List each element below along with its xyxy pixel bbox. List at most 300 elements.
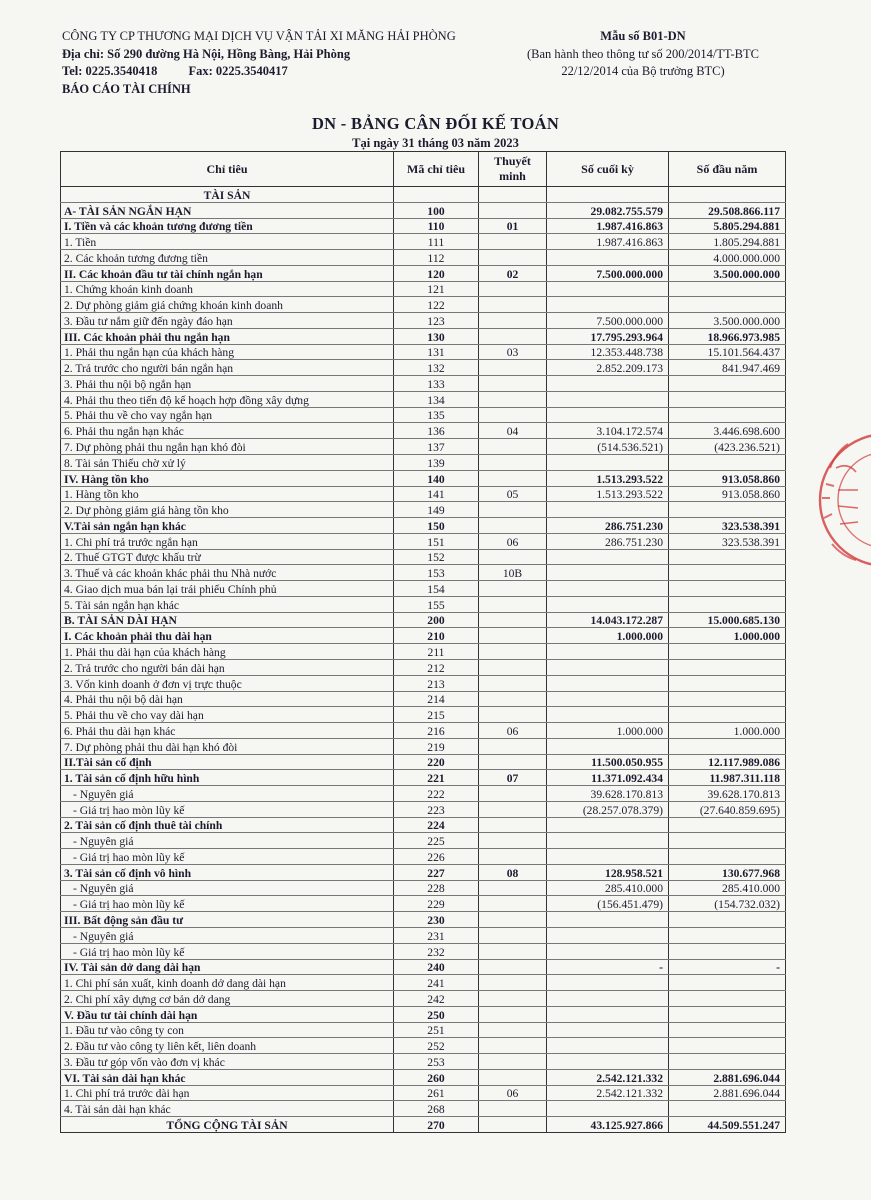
- row-name: 4. Tài sản dài hạn khác: [61, 1101, 394, 1117]
- row-end-balance: [547, 644, 669, 660]
- row-note: [479, 439, 547, 455]
- row-code: 220: [394, 754, 479, 770]
- row-end-balance: [547, 502, 669, 518]
- table-row: [61, 455, 786, 471]
- row-note: [479, 659, 547, 675]
- row-begin-balance: 323.538.391: [669, 518, 786, 534]
- table-row: [61, 502, 786, 518]
- table-row: [61, 1022, 786, 1038]
- row-code: 111: [394, 234, 479, 250]
- row-begin-balance: 2.881.696.044: [669, 1085, 786, 1101]
- row-end-balance: [547, 738, 669, 754]
- row-name: 4. Phải thu nội bộ dài hạn: [61, 691, 394, 707]
- row-code: 270: [394, 1117, 479, 1133]
- row-name: - Nguyên giá: [61, 786, 394, 802]
- row-note: [479, 1117, 547, 1133]
- row-end-balance: [547, 927, 669, 943]
- row-note: [479, 234, 547, 250]
- row-note: [479, 313, 547, 329]
- row-begin-balance: 1.000.000: [669, 723, 786, 739]
- row-code: 140: [394, 470, 479, 486]
- row-name: 6. Phải thu ngắn hạn khác: [61, 423, 394, 439]
- row-note: 05: [479, 486, 547, 502]
- row-note: [479, 1038, 547, 1054]
- row-note: [479, 360, 547, 376]
- row-begin-balance: 15.000.685.130: [669, 612, 786, 628]
- row-code: 120: [394, 265, 479, 281]
- row-name: 2. Các khoản tương đương tiền: [61, 250, 394, 266]
- table-row: [61, 880, 786, 896]
- row-begin-balance: 913.058.860: [669, 486, 786, 502]
- table-row: [61, 376, 786, 392]
- row-name: 1. Chứng khoán kinh doanh: [61, 281, 394, 297]
- table-row: [61, 1085, 786, 1101]
- table-row: [61, 833, 786, 849]
- company-tel: Tel: 0225.3540418: [62, 64, 158, 78]
- company-seal: [808, 428, 871, 578]
- row-note: 06: [479, 723, 547, 739]
- table-row: [61, 959, 786, 975]
- table-row: [61, 723, 786, 739]
- row-code: 152: [394, 549, 479, 565]
- row-name: 1. Phải thu dài hạn của khách hàng: [61, 644, 394, 660]
- row-end-balance: [547, 581, 669, 597]
- row-note: [479, 991, 547, 1007]
- row-name: 2. Trả trước cho người bán ngắn hạn: [61, 360, 394, 376]
- row-name: III. Các khoản phải thu ngắn hạn: [61, 328, 394, 344]
- row-name: 1. Tiền: [61, 234, 394, 250]
- table-row: [61, 439, 786, 455]
- table-row: [61, 470, 786, 486]
- row-name: 2. Chi phí xây dựng cơ bản dở dang: [61, 991, 394, 1007]
- row-note: [479, 391, 547, 407]
- row-end-balance: (28.257.078.379): [547, 801, 669, 817]
- table-row: [61, 754, 786, 770]
- row-name: V. Đầu tư tài chính dài hạn: [61, 1006, 394, 1022]
- table-row: [61, 344, 786, 360]
- table-row: [61, 518, 786, 534]
- row-note: [479, 896, 547, 912]
- table-row: [61, 864, 786, 880]
- row-name: I. Các khoản phải thu dài hạn: [61, 628, 394, 644]
- table-row: [61, 407, 786, 423]
- row-name: TỔNG CỘNG TÀI SẢN: [61, 1117, 394, 1133]
- row-note: 08: [479, 864, 547, 880]
- row-end-balance: [547, 991, 669, 1007]
- row-begin-balance: [669, 991, 786, 1007]
- row-code: 131: [394, 344, 479, 360]
- row-begin-balance: 2.881.696.044: [669, 1069, 786, 1085]
- row-note: 01: [479, 218, 547, 234]
- col-header-note-line2: minh: [499, 169, 526, 183]
- company-header: [62, 28, 456, 98]
- row-code: 224: [394, 817, 479, 833]
- row-end-balance: 286.751.230: [547, 518, 669, 534]
- row-begin-balance: 12.117.989.086: [669, 754, 786, 770]
- table-row: [61, 281, 786, 297]
- row-code: 200: [394, 612, 479, 628]
- table-row: [61, 943, 786, 959]
- row-end-balance: [547, 833, 669, 849]
- row-name: 4. Giao dịch mua bán lại trái phiếu Chính phủ: [61, 581, 394, 597]
- row-name: IV. Tài sản dở dang dài hạn: [61, 959, 394, 975]
- row-end-balance: [547, 596, 669, 612]
- row-code: 240: [394, 959, 479, 975]
- table-row: [61, 1069, 786, 1085]
- row-code: 122: [394, 297, 479, 313]
- row-note: [479, 738, 547, 754]
- row-end-balance: [547, 659, 669, 675]
- row-note: [479, 502, 547, 518]
- row-name: 3. Thuế và các khoản khác phải thu Nhà nước: [61, 565, 394, 581]
- row-name: TÀI SẢN: [61, 187, 394, 203]
- row-name: B. TÀI SẢN DÀI HẠN: [61, 612, 394, 628]
- row-code: 149: [394, 502, 479, 518]
- row-name: I. Tiền và các khoản tương đương tiền: [61, 218, 394, 234]
- row-code: 154: [394, 581, 479, 597]
- row-code: 216: [394, 723, 479, 739]
- row-note: [479, 943, 547, 959]
- row-begin-balance: 44.509.551.247: [669, 1117, 786, 1133]
- table-row: [61, 360, 786, 376]
- row-code: 137: [394, 439, 479, 455]
- row-end-balance: 128.958.521: [547, 864, 669, 880]
- row-code: 232: [394, 943, 479, 959]
- row-end-balance: [547, 391, 669, 407]
- col-header-note: [479, 152, 547, 187]
- row-code: 250: [394, 1006, 479, 1022]
- row-code: 150: [394, 518, 479, 534]
- row-code: 213: [394, 675, 479, 691]
- row-note: [479, 786, 547, 802]
- table-row: [61, 250, 786, 266]
- table-row: [61, 896, 786, 912]
- row-begin-balance: [669, 675, 786, 691]
- row-code: 222: [394, 786, 479, 802]
- row-note: [479, 1022, 547, 1038]
- row-begin-balance: [669, 297, 786, 313]
- row-note: [479, 596, 547, 612]
- row-note: [479, 407, 547, 423]
- row-code: 132: [394, 360, 479, 376]
- row-code: 241: [394, 975, 479, 991]
- row-note: 06: [479, 1085, 547, 1101]
- row-end-balance: 285.410.000: [547, 880, 669, 896]
- table-row: [61, 659, 786, 675]
- table-row: [61, 849, 786, 865]
- row-note: [479, 833, 547, 849]
- row-begin-balance: [669, 912, 786, 928]
- row-end-balance: 1.987.416.863: [547, 218, 669, 234]
- row-end-balance: [547, 817, 669, 833]
- col-header-end: Số cuối kỳ: [547, 152, 669, 187]
- row-begin-balance: 11.987.311.118: [669, 770, 786, 786]
- row-end-balance: [547, 281, 669, 297]
- row-begin-balance: [669, 644, 786, 660]
- row-begin-balance: [669, 975, 786, 991]
- row-code: 153: [394, 565, 479, 581]
- table-row: [61, 549, 786, 565]
- table-row: [61, 596, 786, 612]
- row-begin-balance: [669, 943, 786, 959]
- row-end-balance: 11.371.092.434: [547, 770, 669, 786]
- row-name: IV. Hàng tồn kho: [61, 470, 394, 486]
- row-name: 8. Tài sản Thiếu chờ xử lý: [61, 455, 394, 471]
- row-name: - Nguyên giá: [61, 927, 394, 943]
- row-begin-balance: [669, 927, 786, 943]
- form-regulation-line2: 22/12/2014 của Bộ trưởng BTC): [561, 64, 725, 78]
- row-begin-balance: [669, 691, 786, 707]
- row-end-balance: 1.513.293.522: [547, 470, 669, 486]
- row-code: 221: [394, 770, 479, 786]
- table-row: [61, 707, 786, 723]
- row-code: 226: [394, 849, 479, 865]
- table-row: [61, 565, 786, 581]
- row-name: 2. Dự phòng giảm giá chứng khoán kinh doanh: [61, 297, 394, 313]
- row-code: 261: [394, 1085, 479, 1101]
- row-code: 230: [394, 912, 479, 928]
- row-code: 123: [394, 313, 479, 329]
- row-note: 10B: [479, 565, 547, 581]
- table-row: [61, 202, 786, 218]
- row-begin-balance: [669, 187, 786, 203]
- table-row: [61, 738, 786, 754]
- row-code: 231: [394, 927, 479, 943]
- row-begin-balance: [669, 376, 786, 392]
- table-row: [61, 391, 786, 407]
- row-begin-balance: [669, 1006, 786, 1022]
- table-row: [61, 628, 786, 644]
- row-end-balance: 7.500.000.000: [547, 265, 669, 281]
- row-code: 133: [394, 376, 479, 392]
- company-fax: Fax: 0225.3540417: [188, 64, 288, 78]
- row-name: - Giá trị hao mòn lũy kế: [61, 896, 394, 912]
- row-note: [479, 880, 547, 896]
- row-name: 2. Đầu tư vào công ty liên kết, liên doanh: [61, 1038, 394, 1054]
- row-begin-balance: [669, 455, 786, 471]
- row-name: 3. Tài sản cố định vô hình: [61, 864, 394, 880]
- row-begin-balance: 29.508.866.117: [669, 202, 786, 218]
- row-end-balance: [547, 250, 669, 266]
- row-end-balance: [547, 455, 669, 471]
- row-name: 1. Chi phí sản xuất, kinh doanh dở dang dài hạn: [61, 975, 394, 991]
- row-note: [479, 581, 547, 597]
- row-end-balance: [547, 975, 669, 991]
- row-begin-balance: [669, 581, 786, 597]
- table-row: [61, 423, 786, 439]
- row-end-balance: [547, 1006, 669, 1022]
- row-note: [479, 1101, 547, 1117]
- row-name: 2. Dự phòng giảm giá hàng tồn kho: [61, 502, 394, 518]
- row-end-balance: [547, 1101, 669, 1117]
- row-begin-balance: [669, 565, 786, 581]
- table-row: [61, 297, 786, 313]
- row-begin-balance: 1.000.000: [669, 628, 786, 644]
- row-end-balance: 7.500.000.000: [547, 313, 669, 329]
- row-begin-balance: 4.000.000.000: [669, 250, 786, 266]
- row-note: [479, 250, 547, 266]
- row-note: 07: [479, 770, 547, 786]
- table-row: [61, 991, 786, 1007]
- row-begin-balance: 1.805.294.881: [669, 234, 786, 250]
- row-end-balance: [547, 549, 669, 565]
- row-code: 229: [394, 896, 479, 912]
- row-note: 03: [479, 344, 547, 360]
- row-end-balance: 3.104.172.574: [547, 423, 669, 439]
- row-begin-balance: 15.101.564.437: [669, 344, 786, 360]
- row-name: - Nguyên giá: [61, 833, 394, 849]
- row-note: [479, 518, 547, 534]
- row-begin-balance: 130.677.968: [669, 864, 786, 880]
- report-label: BÁO CÁO TÀI CHÍNH: [62, 81, 191, 96]
- row-begin-balance: [669, 707, 786, 723]
- row-note: [479, 691, 547, 707]
- row-note: [479, 612, 547, 628]
- table-row: [61, 786, 786, 802]
- row-code: 141: [394, 486, 479, 502]
- row-code: 268: [394, 1101, 479, 1117]
- row-begin-balance: 3.500.000.000: [669, 265, 786, 281]
- row-begin-balance: [669, 596, 786, 612]
- row-name: - Giá trị hao mòn lũy kế: [61, 849, 394, 865]
- row-end-balance: [547, 691, 669, 707]
- row-end-balance: [547, 297, 669, 313]
- row-begin-balance: 841.947.469: [669, 360, 786, 376]
- row-name: 2. Trả trước cho người bán dài hạn: [61, 659, 394, 675]
- row-begin-balance: [669, 407, 786, 423]
- row-name: 1. Chi phí trả trước ngắn hạn: [61, 533, 394, 549]
- row-begin-balance: [669, 833, 786, 849]
- table-row: [61, 675, 786, 691]
- row-note: [479, 927, 547, 943]
- table-row: [61, 581, 786, 597]
- row-code: 253: [394, 1054, 479, 1070]
- row-name: - Nguyên giá: [61, 880, 394, 896]
- row-begin-balance: [669, 549, 786, 565]
- row-name: II.Tài sản cố định: [61, 754, 394, 770]
- table-row: [61, 817, 786, 833]
- report-date: Tại ngày 31 tháng 03 năm 2023: [352, 136, 519, 150]
- row-end-balance: 39.628.170.813: [547, 786, 669, 802]
- row-begin-balance: [669, 1054, 786, 1070]
- table-row: [61, 533, 786, 549]
- company-contact: [62, 63, 456, 81]
- row-code: 121: [394, 281, 479, 297]
- row-begin-balance: 5.805.294.881: [669, 218, 786, 234]
- row-end-balance: 43.125.927.866: [547, 1117, 669, 1133]
- row-code: 260: [394, 1069, 479, 1085]
- table-row: [61, 912, 786, 928]
- row-code: 130: [394, 328, 479, 344]
- row-begin-balance: [669, 391, 786, 407]
- row-begin-balance: (27.640.859.695): [669, 801, 786, 817]
- row-end-balance: 29.082.755.579: [547, 202, 669, 218]
- row-name: 7. Dự phòng phải thu ngắn hạn khó đòi: [61, 439, 394, 455]
- row-code: 112: [394, 250, 479, 266]
- row-code: 228: [394, 880, 479, 896]
- row-begin-balance: (154.732.032): [669, 896, 786, 912]
- table-row: [61, 1054, 786, 1070]
- row-begin-balance: (423.236.521): [669, 439, 786, 455]
- row-note: [479, 675, 547, 691]
- row-note: [479, 281, 547, 297]
- row-end-balance: (156.451.479): [547, 896, 669, 912]
- row-code: 225: [394, 833, 479, 849]
- row-note: [479, 817, 547, 833]
- row-name: 1. Chi phí trả trước dài hạn: [61, 1085, 394, 1101]
- row-end-balance: -: [547, 959, 669, 975]
- table-row: [61, 975, 786, 991]
- row-end-balance: 14.043.172.287: [547, 612, 669, 628]
- row-end-balance: [547, 376, 669, 392]
- row-name: VI. Tài sản dài hạn khác: [61, 1069, 394, 1085]
- table-row: [61, 770, 786, 786]
- row-code: 219: [394, 738, 479, 754]
- table-header-row: [61, 152, 786, 187]
- balance-sheet-table: [60, 151, 786, 1133]
- row-begin-balance: -: [669, 959, 786, 975]
- row-note: [479, 549, 547, 565]
- row-end-balance: [547, 849, 669, 865]
- row-end-balance: (514.536.521): [547, 439, 669, 455]
- row-begin-balance: [669, 738, 786, 754]
- row-end-balance: 12.353.448.738: [547, 344, 669, 360]
- row-begin-balance: [669, 659, 786, 675]
- row-note: [479, 455, 547, 471]
- row-name: 5. Tài sản ngắn hạn khác: [61, 596, 394, 612]
- row-begin-balance: [669, 281, 786, 297]
- row-code: 242: [394, 991, 479, 1007]
- row-note: 04: [479, 423, 547, 439]
- row-name: 1. Phải thu ngắn hạn của khách hàng: [61, 344, 394, 360]
- table-row: [61, 691, 786, 707]
- col-header-note-line1: Thuyết: [494, 154, 531, 168]
- row-note: [479, 707, 547, 723]
- row-name: 3. Phải thu nội bộ ngắn hạn: [61, 376, 394, 392]
- table-row: [61, 612, 786, 628]
- row-end-balance: [547, 675, 669, 691]
- row-note: [479, 849, 547, 865]
- row-name: 3. Đầu tư nắm giữ đến ngày đáo hạn: [61, 313, 394, 329]
- row-name: III. Bất động sản đầu tư: [61, 912, 394, 928]
- row-name: 5. Phải thu về cho vay ngắn hạn: [61, 407, 394, 423]
- row-code: 151: [394, 533, 479, 549]
- table-row: [61, 187, 786, 203]
- table-row: [61, 1101, 786, 1117]
- row-begin-balance: 913.058.860: [669, 470, 786, 486]
- table-row: [61, 644, 786, 660]
- table-row: [61, 1006, 786, 1022]
- row-end-balance: 2.542.121.332: [547, 1085, 669, 1101]
- row-end-balance: 1.000.000: [547, 628, 669, 644]
- row-end-balance: [547, 565, 669, 581]
- row-name: II. Các khoản đầu tư tài chính ngắn hạn: [61, 265, 394, 281]
- table-row: [61, 328, 786, 344]
- row-end-balance: [547, 407, 669, 423]
- form-code: Mẫu số B01-DN: [600, 29, 686, 43]
- row-name: 1. Tài sản cố định hữu hình: [61, 770, 394, 786]
- table-row: [61, 265, 786, 281]
- row-code: 223: [394, 801, 479, 817]
- row-code: 214: [394, 691, 479, 707]
- col-header-begin: Số đầu năm: [669, 152, 786, 187]
- row-note: [479, 644, 547, 660]
- row-begin-balance: 3.500.000.000: [669, 313, 786, 329]
- row-name: 4. Phải thu theo tiến độ kế hoạch hợp đồng xây dựng: [61, 391, 394, 407]
- row-code: 100: [394, 202, 479, 218]
- row-end-balance: [547, 707, 669, 723]
- row-note: 06: [479, 533, 547, 549]
